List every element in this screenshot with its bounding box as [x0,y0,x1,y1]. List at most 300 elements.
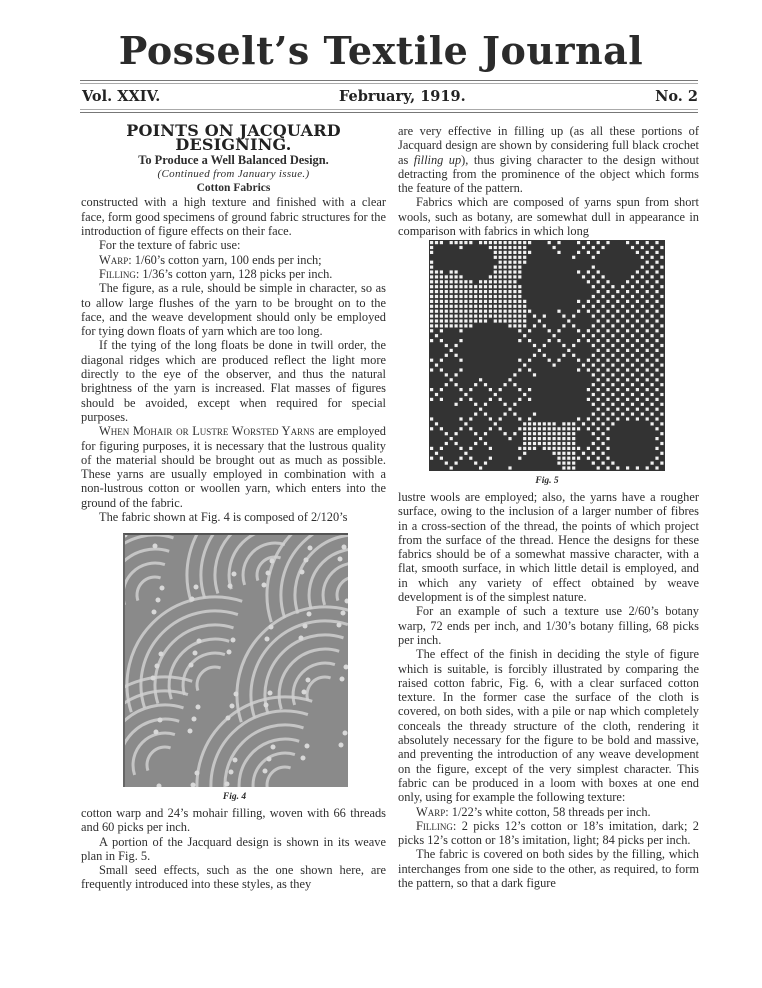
weave-cell [616,349,619,352]
weave-cell [577,417,580,420]
weave-cell [557,462,560,465]
weave-cell [592,413,595,416]
weave-cell [523,300,526,303]
weave-cell [489,310,492,313]
weave-cell [523,393,526,396]
fabric-dot [340,677,345,682]
weave-cell [660,452,663,455]
warp-spec [81,253,386,267]
weave-cell [616,378,619,381]
weave-cell [504,310,507,313]
weave-cell [553,364,556,367]
weave-cell [494,290,497,293]
weave-cell [533,437,536,440]
weave-cell [602,246,605,249]
weave-cell [611,305,614,308]
weave-cell [602,305,605,308]
paragraph: constructed with a high texture and finished with a clear face, form good specimens of ground fabric structures for the introduction of figure effects on their face. [81,195,386,239]
weave-cell [646,378,649,381]
fabric-dot [230,704,235,709]
weave-cell [455,270,458,273]
weave-cell [489,388,492,391]
weave-cell [557,447,560,450]
weave-cell [445,324,448,327]
weave-cell [646,251,649,254]
weave-cell [455,280,458,283]
weave-cell [660,266,663,269]
weave-cell [435,295,438,298]
filling-spec [81,267,386,281]
weave-cell [435,422,438,425]
weave-cell [533,324,536,327]
weave-cell [513,324,516,327]
weave-cell [646,280,649,283]
weave-cell [572,432,575,435]
fabric-arc [183,653,225,695]
weave-cell [621,354,624,357]
weave-cell [587,280,590,283]
weave-cell [562,315,565,318]
weave-cell [523,256,526,259]
weave-cell [523,334,526,337]
weave-cell [508,251,511,254]
weave-cell [602,364,605,367]
weave-cell [489,285,492,288]
weave-cell [626,290,629,293]
weave-cell [651,462,654,465]
weave-cell [651,413,654,416]
article-title: POINTS ON JACQUARD DESIGNING. [126,121,341,155]
weave-cell [489,280,492,283]
weave-cell [651,393,654,396]
weave-cell [455,354,458,357]
weave-cell [655,241,658,244]
weave-cell [616,408,619,411]
weave-cell [430,447,433,450]
weave-cell [518,339,521,342]
weave-cell [621,324,624,327]
weave-cell [494,310,497,313]
weave-cell [646,310,649,313]
fabric-dot [156,598,161,603]
paragraph [81,424,386,510]
weave-cell [430,295,433,298]
weave-cell [508,305,511,308]
weave-cell [430,280,433,283]
weave-cell [548,422,551,425]
weave-cell [504,432,507,435]
weave-cell [484,319,487,322]
weave-cell [631,383,634,386]
weave-cell [518,427,521,430]
weave-cell [636,466,639,469]
weave-cell [479,437,482,440]
weave-cell [543,324,546,327]
weave-cell [523,422,526,425]
weave-cell [597,300,600,303]
filling-spec [398,819,699,848]
weave-cell [626,339,629,342]
weave-cell [651,364,654,367]
weave-cell [655,359,658,362]
weave-cell [553,427,556,430]
weave-cell [508,241,511,244]
weave-cell [513,413,516,416]
fabric-dot [227,650,232,655]
weave-cell [646,388,649,391]
weave-cell [602,442,605,445]
weave-cell [606,388,609,391]
weave-cell [513,319,516,322]
weave-cell [518,447,521,450]
weave-cell [572,437,575,440]
weave-cell [597,447,600,450]
weave-cell [494,393,497,396]
section-heading: Cotton Fabrics [196,182,271,195]
fabric-dot [190,597,195,602]
warp-text: : 1/22’s white cotton, 58 threads per inch. [445,804,651,819]
weave-cell [602,383,605,386]
weave-cell [655,280,658,283]
weave-cell [435,310,438,313]
weave-cell [655,368,658,371]
weave-cell [504,261,507,264]
weave-cell [430,315,433,318]
weave-cell [469,280,472,283]
fabric-dot [271,745,276,750]
weave-cell [518,295,521,298]
weave-cell [660,256,663,259]
weave-cell [479,378,482,381]
weave-cell [646,408,649,411]
weave-cell [606,280,609,283]
weave-cell [445,290,448,293]
paragraph: Small seed effects, such as the one shown here, are frequently introduced into these styles, as they [81,863,386,892]
weave-cell [513,432,516,435]
fabric-dot [160,586,165,591]
fig5-weave-plan [429,240,665,471]
fabric-dot [305,744,310,749]
right-column-top [398,124,699,238]
weave-cell [577,270,580,273]
weave-cell [606,427,609,430]
fabric-dot [300,570,305,575]
weave-cell [494,280,497,283]
weave-cell [538,427,541,430]
weave-cell [602,393,605,396]
weave-cell [513,310,516,313]
weave-cell [523,305,526,308]
weave-cell [489,275,492,278]
weave-cell [641,403,644,406]
weave-cell [606,310,609,313]
paragraph: Fabrics which are composed of yarns spun from short wools, such as botany, are somewhat dull in appearance in comparison with fabrics in which long [398,195,699,239]
weave-cell [533,442,536,445]
weave-cell [651,403,654,406]
weave-cell [651,344,654,347]
weave-cell [518,266,521,269]
weave-cell [592,344,595,347]
weave-cell [660,442,663,445]
weave-cell [641,383,644,386]
weave-cell [504,275,507,278]
weave-cell [616,368,619,371]
weave-cell [435,393,438,396]
weave-cell [435,300,438,303]
weave-cell [538,437,541,440]
weave-cell [484,403,487,406]
fabric-dot [159,652,164,657]
weave-cell [479,466,482,469]
weave-cell [655,378,658,381]
weave-cell [464,452,467,455]
weave-cell [597,466,600,469]
weave-cell [479,310,482,313]
weave-cell [489,241,492,244]
weave-cell [567,447,570,450]
weave-cell [430,359,433,362]
weave-cell [651,295,654,298]
weave-cell [445,344,448,347]
weave-cell [469,305,472,308]
weave-cell [513,256,516,259]
weave-cell [518,315,521,318]
weave-cell [646,270,649,273]
weave-cell [646,349,649,352]
paragraph: The effect of the finish in deciding the style of figure which is suitable, is forcibly illustrated by comparing the raised cotton fabric, Fig. 6, with a clear surfaced cotton texture. In the former case the surface of the cloth is covered, on both sides, with a pile or nap which completely conceals the thready structure of the cloth, rendering it absolutely necessary for the figure to be bold and massive, and preventing the introduction of any weave development on the figure, except of the very simplest character. This fabric can be produced in a loom with boxes at one end only, using for example the following texture: [398,647,699,805]
weave-cell [572,344,575,347]
fig4-caption: Fig. 4 [222,792,247,802]
weave-cell [459,305,462,308]
weave-cell [636,270,639,273]
weave-cell [611,403,614,406]
weave-cell [528,447,531,450]
weave-cell [636,280,639,283]
weave-cell [435,305,438,308]
filling-text: : 2 picks 12’s cotton or 18’s imitation, dark; 2 picks 12’s cotton or 18’s imitation, light; 84 picks per inch. [398,818,699,848]
weave-cell [621,285,624,288]
weave-cell [459,339,462,342]
weave-cell [660,315,663,318]
weave-cell [543,427,546,430]
weave-cell [455,442,458,445]
weave-cell [469,388,472,391]
weave-cell [533,315,536,318]
weave-cell [611,413,614,416]
weave-cell [489,447,492,450]
weave-cell [592,256,595,259]
weave-cell [518,261,521,264]
weave-cell [513,403,516,406]
weave-cell [557,427,560,430]
fabric-dot [342,545,347,550]
fabric-dot [306,678,311,683]
right-column-bottom [398,490,699,890]
weave-cell [518,324,521,327]
weave-cell [577,251,580,254]
weave-cell [464,285,467,288]
weave-cell [660,422,663,425]
fabric-dot [197,639,202,644]
weave-cell [587,388,590,391]
weave-cell [499,266,502,269]
weave-cell [508,295,511,298]
weave-cell [464,305,467,308]
weave-cell [450,241,453,244]
issue-line [82,88,698,108]
weave-cell [582,246,585,249]
fabric-arc [137,577,161,601]
weave-cell [660,364,663,367]
weave-cell [636,378,639,381]
weave-cell [636,319,639,322]
weave-cell [508,300,511,303]
weave-cell [597,329,600,332]
weave-cell [508,310,511,313]
weave-cell [641,315,644,318]
weave-cell [513,373,516,376]
weave-cell [592,393,595,396]
weave-cell [459,329,462,332]
weave-cell [562,437,565,440]
weave-cell [636,300,639,303]
weave-cell [528,368,531,371]
weave-cell [577,310,580,313]
weave-cell [592,275,595,278]
weave-cell [508,270,511,273]
weave-cell [592,432,595,435]
warp-text: : 1/60’s cotton yarn, 100 ends per inch; [128,252,322,267]
weave-cell [455,310,458,313]
weave-cell [592,364,595,367]
weave-cell [538,349,541,352]
weave-cell [611,295,614,298]
weave-cell [646,241,649,244]
weave-cell [523,241,526,244]
weave-cell [655,261,658,264]
weave-cell [572,452,575,455]
weave-cell [567,457,570,460]
weave-cell [489,300,492,303]
weave-cell [611,422,614,425]
weave-cell [523,432,526,435]
weave-cell [459,300,462,303]
weave-cell [597,378,600,381]
weave-cell [523,246,526,249]
weave-cell [606,300,609,303]
weave-cell [572,354,575,357]
weave-cell [455,432,458,435]
weave-cell [430,251,433,254]
weave-cell [636,241,639,244]
weave-cell [430,398,433,401]
weave-cell [592,383,595,386]
fig5-caption: Fig. 5 [535,476,559,486]
weave-cell [474,290,477,293]
weave-cell [626,329,629,332]
weave-cell [484,280,487,283]
weave-cell [430,285,433,288]
weave-cell [626,466,629,469]
weave-cell [597,398,600,401]
weave-cell [489,315,492,318]
weave-cell [636,251,639,254]
weave-cell [528,241,531,244]
weave-cell [606,290,609,293]
weave-cell [636,349,639,352]
volume-label: Vol. XXIV. [82,88,161,105]
weave-cell [597,339,600,342]
weave-cell [557,310,560,313]
weave-cell [523,447,526,450]
weave-cell [655,251,658,254]
weave-cell [557,329,560,332]
fabric-dot [303,624,308,629]
weave-cell [592,285,595,288]
weave-cell [572,442,575,445]
weave-cell [523,251,526,254]
weave-cell [508,275,511,278]
weave-cell [621,334,624,337]
weave-cell [602,315,605,318]
weave-cell [660,334,663,337]
weave-cell [430,241,433,244]
weave-cell [533,344,536,347]
weave-cell [606,378,609,381]
weave-cell [430,319,433,322]
weave-cell [440,280,443,283]
fabric-dot [265,637,270,642]
fabric-dot [269,625,274,630]
weave-cell [474,315,477,318]
weave-cell [651,315,654,318]
weave-cell [651,334,654,337]
weave-cell [445,319,448,322]
weave-cell [523,310,526,313]
weave-cell [602,432,605,435]
fabric-dot [194,585,199,590]
weave-cell [499,319,502,322]
weave-cell [474,403,477,406]
weave-cell [479,285,482,288]
weave-cell [474,310,477,313]
weave-cell [636,339,639,342]
weave-cell [440,310,443,313]
weave-cell [611,285,614,288]
weave-cell [587,398,590,401]
weave-cell [587,427,590,430]
weave-cell [508,266,511,269]
weave-cell [548,359,551,362]
weave-cell [440,300,443,303]
weave-cell [660,403,663,406]
weave-cell [523,427,526,430]
weave-cell [641,266,644,269]
fabric-dot [152,610,157,615]
weave-cell [508,246,511,249]
weave-cell [523,364,526,367]
weave-cell [602,452,605,455]
header-rule-bottom [80,109,698,110]
weave-cell [455,462,458,465]
weave-cell [626,310,629,313]
weave-cell [459,417,462,420]
weave-cell [660,393,663,396]
weave-cell [543,447,546,450]
weave-cell [474,319,477,322]
weave-cell [504,403,507,406]
fabric-dot [189,663,194,668]
